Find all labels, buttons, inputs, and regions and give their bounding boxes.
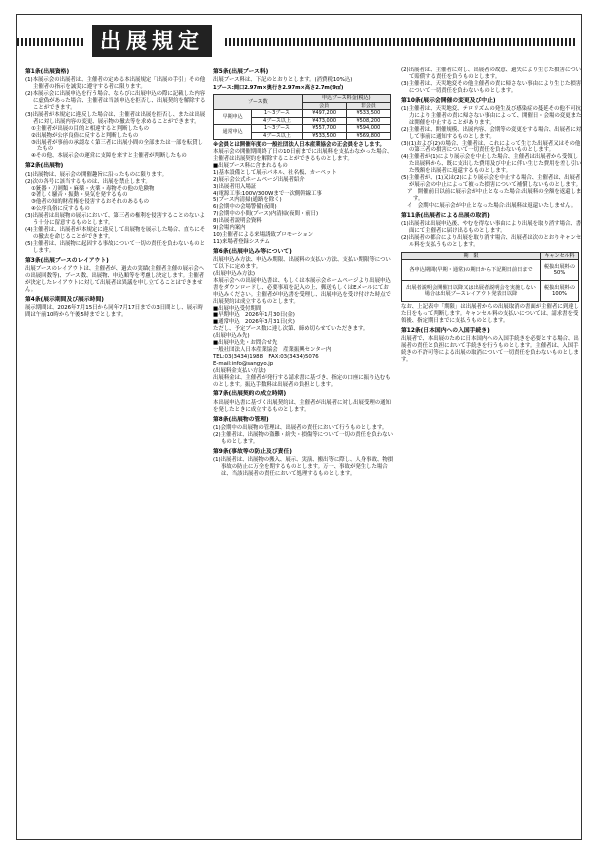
article-paragraph: 本展示会への出展申込書は、もしくは本展示会ホームページより出展申込書をダウンロードし、必要事項を記入の上、郵送もしくはEメールにてお申込みください。主催者が申込書を受理し、出展申込を受け付けた時点で出展契約は成立するものとします。 bbox=[213, 277, 391, 305]
article-paragraph: ③出展者が事前の承認なく第三者に出展小間の全部または一部を転貸したもの bbox=[31, 139, 203, 153]
article-section bbox=[25, 258, 206, 294]
cancel-fee: 税抜出展料の50% bbox=[541, 260, 579, 281]
article-paragraph: ただし、予定ブース数に達し次第、締め切らせていただきます。 bbox=[213, 326, 369, 333]
article-section bbox=[401, 213, 582, 249]
article-paragraph: 9)会場内案内 bbox=[213, 225, 246, 232]
group-name: 早期申込 bbox=[214, 110, 252, 125]
article-paragraph: (3)出展者は出展物の展示において、第三者の権利を侵害することのないよう十分に留意するものとします。 bbox=[25, 213, 206, 227]
booth-table-note: ※会員とは開催年度の一般社団法人日本産業協会の正会員をさします。 bbox=[213, 142, 385, 149]
article-paragraph: (出展料金支払い方法) bbox=[213, 367, 266, 374]
article-title: 第2条(出展物) bbox=[25, 163, 64, 170]
header bbox=[17, 21, 581, 61]
article-paragraph: ②出展物が公序良俗に反すると判断したもの bbox=[31, 132, 139, 139]
cancel-period: 出展者説明会開催日以降又は出展者説明会を実施しない場合は出展ブースレイアウト発表日以降 bbox=[402, 281, 541, 302]
article-paragraph: 出展者で、本出展のために日本国内への入国手続きを必要とする場合、出展者の責任と負担において手続きを行うものとします。主催者は、入国手続きの不許可等による出展の取消について一切責任を負わないものとします。 bbox=[401, 336, 579, 363]
article-paragraph: 4)電源工事:100V/300Wまで一次側幹線工事 bbox=[213, 190, 322, 197]
article-paragraph: (1)会期中の出展物の管理は、出展者の責任において行うものとします。 bbox=[213, 425, 388, 432]
nonmember-price: ¥533,500 bbox=[346, 110, 390, 118]
article-paragraph: (3)出展者が本規定に違反した場合は、主催者は出展を拒否し、または出展者に対し出展内容の変更、展示物の撤去等を求めることができます。 bbox=[25, 111, 206, 125]
article-section bbox=[401, 328, 582, 364]
booth-fee-table bbox=[213, 94, 391, 140]
article-paragraph: ■通常申込 2026年3月31日(火) bbox=[213, 319, 295, 326]
section-text: 出展ブース料は、下記のとおりとします。(消費税10%込) bbox=[213, 77, 353, 84]
article-paragraph: イ 会期中に展示会が中止となった場合:出展料は返還いたしません。 bbox=[407, 202, 577, 209]
article-paragraph: (2)本展示会に出展申込を行う場合、ならびに出展申込の際に記載した内容に虚偽があった場合、主催者は当該申込を拒否し、出展契約を解除することができます。 bbox=[25, 91, 206, 112]
article-paragraph: ア 開催前日以前に展示会が中止となった場合:出展料の全額を返還します。 bbox=[407, 188, 582, 202]
nonmember-price: ¥508,200 bbox=[346, 117, 390, 125]
article-title: 第4条(展示期間及び展示時間) bbox=[25, 296, 104, 303]
article-paragraph: 本出展申込書に基づく出展契約は、主催者が出展者に対し出展受理の通知を発したときに成立するものとします。 bbox=[213, 399, 391, 413]
article-section bbox=[213, 391, 394, 413]
article-paragraph: 展示期間は、2026年7月15日から同年7月17日までの3日間とし、展示時間は午前10時から午後5時までとします。 bbox=[25, 305, 203, 318]
booth-count: 1～3ブース bbox=[252, 125, 302, 133]
group-name: 通常申込 bbox=[214, 125, 252, 140]
cancellation-fee-table bbox=[401, 252, 579, 303]
booth-count-header: ブース数 bbox=[214, 95, 303, 110]
article-title: 第8条(出展物の管理) bbox=[213, 416, 269, 423]
cancel-fee: 税抜出展料の100% bbox=[541, 281, 579, 302]
booth-count: 1～3ブース bbox=[252, 110, 302, 118]
article-paragraph: (2)出展者は、主催者に対し、出展者の故意、過失により生じた損害について賠償する責任を負うものとします。 bbox=[401, 67, 582, 80]
article-paragraph: (出展申込み方法) bbox=[213, 271, 255, 278]
article-paragraph: (1)主催者は、天災地変、テロリズムの発生及び感染症の蔓延その他不可抗力により主催者の責に帰さない事由によって、開催日・会場の変更または開催を中止することがあります。 bbox=[401, 106, 582, 126]
member-price: ¥557,700 bbox=[302, 125, 346, 133]
article-paragraph: ■出展申込先・お問合せ先 bbox=[213, 340, 278, 347]
article-paragraph: (1)本展示会の出展者は、主催者の定める本出展規定「出展の手引」その他主催者の指示を誠実に遵守する者に限ります。 bbox=[25, 77, 206, 91]
article-section bbox=[25, 69, 206, 160]
article-paragraph: ■出展申込受付期間 bbox=[213, 305, 262, 312]
article-paragraph: (5)主催者は、出展物に起因する事故について一切の責任を負わないものとします。 bbox=[25, 240, 206, 254]
article-paragraph: なお、上記表中「期限」は出展者からの出展取消の書面が主催者に到達した日をもって判断します。キャンセル料の支払いについては、請求書を受領後、指定期日までに支払うものとします。 bbox=[401, 304, 579, 324]
article-title: 第9条(事故等の防止及び責任) bbox=[213, 448, 292, 455]
nonmember-header: 非会員 bbox=[346, 102, 390, 110]
nonmember-price: ¥594,000 bbox=[346, 125, 390, 133]
nonmember-price: ¥569,800 bbox=[346, 132, 390, 140]
article-title: 第3条(出展ブースのレイアウト) bbox=[25, 257, 109, 264]
article-paragraph: (2)主催者は、出展物の盗難・紛失・損傷等について一切の責任を負わないものとします。 bbox=[213, 431, 394, 445]
article-paragraph: (1)出展者は、出展物の搬入、展示、実演、搬出等に際し、人身事故、物損事故の防止に万全を期するものとします。万一、事故が発生した場合は、当該出展者の責任において処理するものとします。 bbox=[213, 457, 394, 477]
column-3 bbox=[401, 67, 582, 835]
page-title: 出展規定 bbox=[92, 25, 212, 57]
article-paragraph: 10)主催者による来場誘致プロモーション bbox=[213, 232, 314, 238]
article-paragraph: 本展示会の開催期間終了日の10日前までに出展料を支払わなかった場合、主催者は出展契約を解除することができるものとします。 bbox=[213, 149, 393, 163]
article-paragraph: ③他者の知的財産権を侵害するおそれのあるもの bbox=[31, 199, 150, 206]
article-section bbox=[213, 149, 394, 246]
article-title: 第1条(出展資格) bbox=[25, 69, 70, 75]
article-title: 第12条(日本国内への入国手続き) bbox=[401, 327, 490, 334]
booth-count: 4ブース以上 bbox=[252, 132, 302, 140]
article-paragraph: ②著しく騒音・振動・臭気を発するもの bbox=[31, 192, 128, 199]
member-price: ¥533,500 bbox=[302, 132, 346, 140]
article-paragraph: ④公序良俗に反するもの bbox=[31, 206, 90, 213]
article-paragraph: 出展ブースのレイアウトは、主催者が、過去の実績(主催者主催の展示会への出展回数等)、ブース数、出展物、申込順等を考慮し決定します。主催者が決定したレイアウトに対して出展者は異議を申し立てることはできません。 bbox=[25, 265, 205, 293]
article-paragraph: ①銃器・刀剣類・麻薬・火薬・毒物その他の危険物 bbox=[31, 185, 155, 192]
article-paragraph: 5)ブース内清掃(通路を除く) bbox=[213, 197, 282, 204]
article-title: 第6条(出展申込み等について) bbox=[213, 248, 292, 255]
article-paragraph: ■早期申込 2026年1月30日(金) bbox=[213, 312, 295, 319]
column-1 bbox=[25, 67, 206, 835]
article-paragraph: ■出展ブース料に含まれるもの bbox=[213, 162, 288, 169]
article-paragraph: (出展申込み先) bbox=[213, 333, 250, 340]
article-paragraph: 2)展示会公式ホームページ出展者紹介 bbox=[213, 176, 305, 183]
fee-header: キャンセル料 bbox=[541, 252, 579, 260]
article-section bbox=[401, 98, 582, 210]
article-paragraph: 3)出展者用入場証 bbox=[213, 183, 257, 190]
article-paragraph: ①主催者が出展の目的と相違すると判断したもの bbox=[31, 125, 150, 132]
article-paragraph: TEL:03(3434)1988 FAX:03(3434)5076 bbox=[213, 353, 319, 360]
article-section bbox=[25, 163, 206, 254]
article-paragraph: (1)出展物は、展示会の開催趣旨に沿ったものに限ります。 bbox=[25, 171, 167, 178]
article-paragraph: 6)会期中の会場警備(夜間) bbox=[213, 204, 277, 211]
article-paragraph: 1)基本設備として展示パネル、社名板、カーペット bbox=[213, 169, 337, 176]
member-price: ¥497,200 bbox=[302, 110, 346, 118]
article-paragraph: 一般社団法人日本産業協会 産業振興センター内 bbox=[213, 347, 332, 353]
article-title: 第7条(出展契約の成立時期) bbox=[213, 391, 287, 398]
member-header: 会員 bbox=[302, 102, 346, 110]
article-paragraph: (2)主催者は、開催規模、出展内容、会期等の変更をする場合、出展者に対して事前に通知するものとします。 bbox=[401, 126, 582, 140]
booth-count: 4ブース以上 bbox=[252, 117, 302, 125]
article-paragraph: (2)次の各号に該当するものは、出展を禁止します。 bbox=[25, 178, 151, 185]
article-section bbox=[25, 297, 206, 319]
article-paragraph: (3)(1)および(2)の場合、主催者は、これによって生じた出展者又はその他の第三者の損害について一切責任を負わないものとします。 bbox=[401, 140, 581, 154]
article-paragraph: (2)出展者の都合により出展を取り消す場合、出展者は次のとおりキャンセル料を支払うものとします。 bbox=[401, 234, 582, 248]
article-paragraph: E-mail:info@sangyo.jp bbox=[213, 360, 274, 367]
section-title: 第5条(出展ブース料) bbox=[213, 69, 269, 75]
document-page bbox=[16, 14, 582, 840]
article-section bbox=[401, 304, 582, 325]
article-paragraph: 出展申込み方法、申込み期限、出展料の支払い方法、支払い期限等について以下に定めます。 bbox=[213, 257, 391, 271]
booth-price-header: 申込ブース料金(税込) bbox=[302, 95, 390, 103]
article-paragraph: (1)出展者は出展申込後、やむを得ない事由により出展を取り消す場合、書面にて主催者に届け出るものとします。 bbox=[401, 221, 582, 234]
article-paragraph: 7)会期中の小間(ブース)内清掃(夜間・前日) bbox=[213, 211, 319, 218]
column-2 bbox=[213, 67, 394, 835]
article-paragraph: ④その他、本展示会の運営に支障を来すと主催者が判断したもの bbox=[31, 153, 187, 160]
header-stripe-left bbox=[17, 38, 83, 46]
article-title: 第10条(展示会開催の変更及び中止) bbox=[401, 97, 496, 104]
article-paragraph: 11)来場者登録システム bbox=[213, 238, 270, 245]
article-paragraph: (5)主催者が、(1)又は(2)により展示会を中止する場合、主催者は、出展者が展示会の中止によって被った損害について補償しないものとします。 bbox=[401, 175, 581, 188]
cancel-period: 各申込期間(早期・通常)の期日から下記期日前日まで bbox=[402, 260, 541, 281]
booth-size-caption: 1ブース:間口2.97m×奥行き2.97m×高さ2.7m(9㎡) bbox=[213, 85, 344, 92]
article-section bbox=[213, 449, 394, 478]
article-paragraph: (4)主催者は、出展者が本規定に違反して出展物を展示した場合、直ちにその撤去を命じることができます。 bbox=[25, 226, 206, 240]
article-paragraph: 8)出展者説明会資料 bbox=[213, 218, 262, 225]
header-stripe-right bbox=[225, 38, 577, 46]
article-section bbox=[213, 249, 394, 389]
article-section bbox=[401, 67, 582, 95]
article-section bbox=[213, 417, 394, 446]
member-price: ¥473,000 bbox=[302, 117, 346, 125]
article-paragraph: (3)主催者は、天災地変その他主催者の責に帰さない事由により生じた損害について一切責任を負わないものとします。 bbox=[401, 80, 582, 94]
article-title: 第11条(出展者による出展の取消) bbox=[401, 212, 490, 219]
period-header: 期 限 bbox=[402, 252, 541, 260]
article-paragraph: (4)主催者が(1)により展示会を中止した場合、主催者は出展者から受領した出展料から、既に支出した費用及び中止に伴い生じた費用を差し引いた残額を出展者に返還するものとします。 bbox=[401, 154, 582, 175]
article-paragraph: 出展料金は、主催者が発行する請求書に基づき、指定の口座に振り込むものとします。振込手数料は出展者の負担とします。 bbox=[213, 374, 391, 388]
